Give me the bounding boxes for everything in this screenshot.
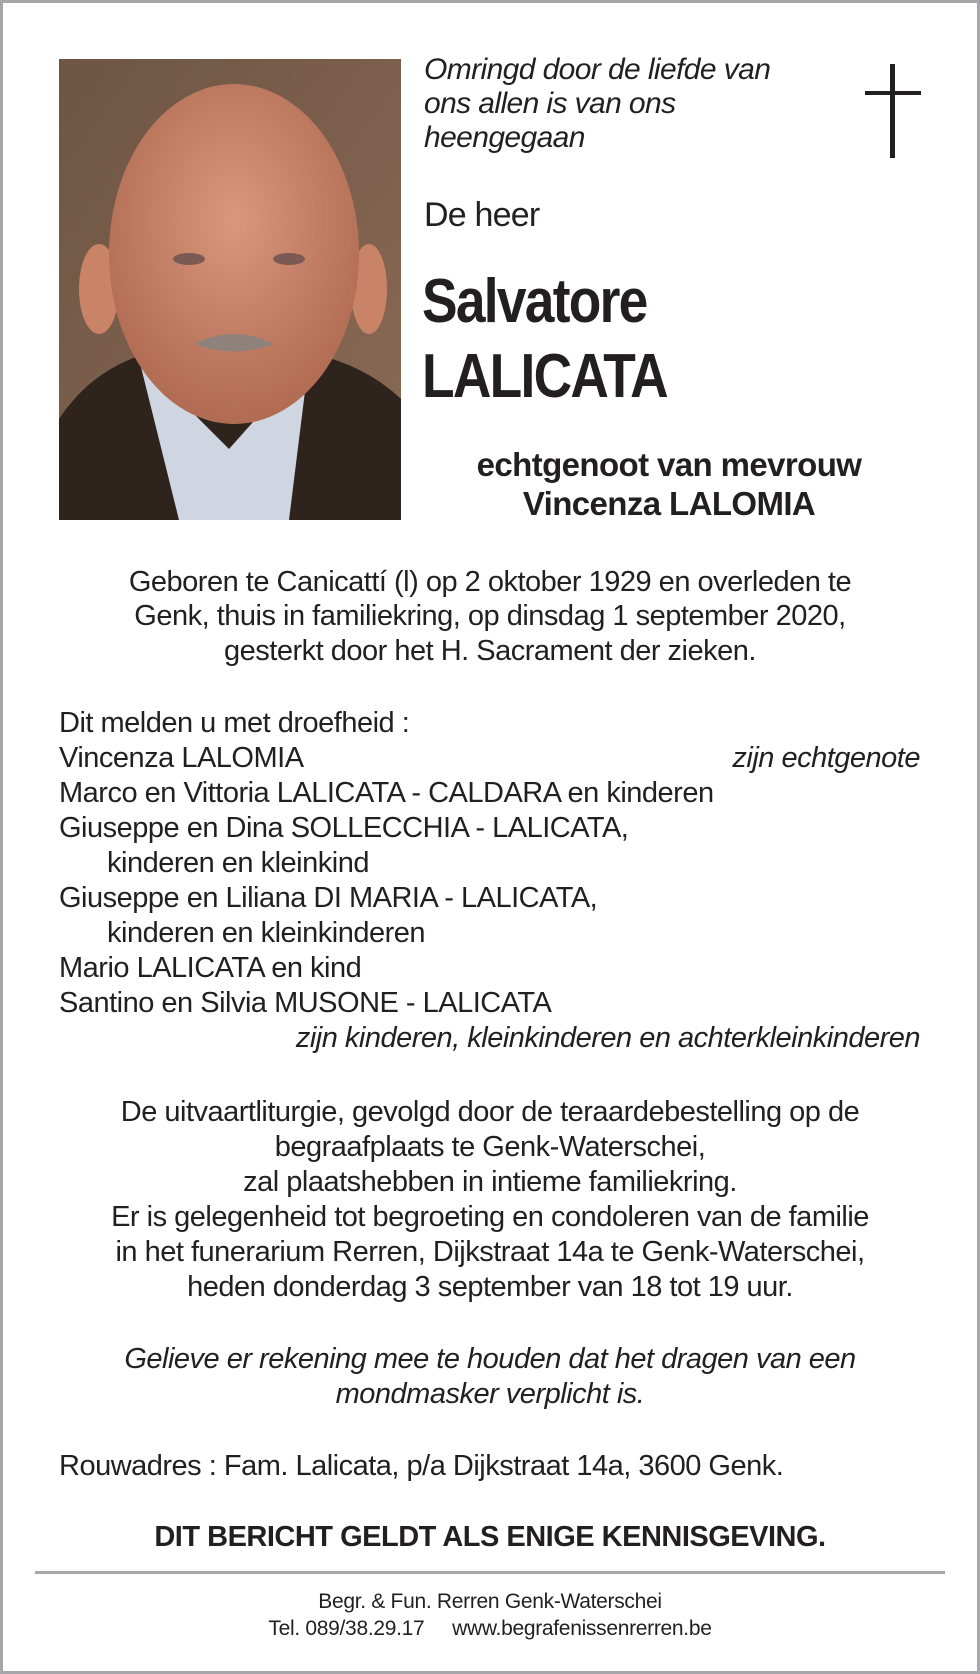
funeral-line: in het funerarium Rerren, Dijkstraat 14a te Genk-Waterschei, [115,1236,865,1268]
funeral-line: zal plaatshebben in intieme familiekring. [243,1166,737,1198]
mourner-line: kinderen en kleinkinderen [107,917,425,949]
intro-line: ons allen is van ons [424,87,676,120]
portrait-photo [59,59,401,520]
mourner-line: kinderen en kleinkind [107,847,369,879]
children-role: zijn kinderen, kleinkinderen en achterkleinkinderen [295,1022,920,1054]
intro-line: Omringd door de liefde van [424,53,771,86]
notice-statement: DIT BERICHT GELDT ALS ENIGE KENNISGEVING. [154,1521,826,1553]
deceased-first-name: Salvatore [422,267,647,336]
intro-line: heengegaan [424,121,585,154]
spouse-name: Vincenza LALOMIA [522,485,816,522]
funeral-home-name: Begr. & Fun. Rerren Genk-Waterschei [318,1590,662,1613]
title-prefix: De heer [424,196,540,234]
divider [35,1571,945,1574]
funeral-line: Er is gelegenheid tot begroeting en condoleren van de familie [111,1201,869,1233]
mourner-spouse: Vincenza LALOMIA [59,742,304,774]
funeral-line: begraafplaats te Genk-Waterschei, [274,1131,706,1163]
cross-icon [865,64,921,158]
birth-death-line: Genk, thuis in familiekring, op dinsdag 1 september 2020, [134,600,846,632]
funeral-home-contact [0,1617,980,1641]
mourner-spouse-role: zijn echtgenote [732,742,920,774]
mourners-intro: Dit melden u met droefheid : [59,707,410,739]
funeral-line: heden donderdag 3 september van 18 tot 19 uur. [187,1271,793,1303]
birth-death-line: gesterkt door het H. Sacrament der zieken. [224,635,756,667]
mourner-line: Giuseppe en Dina SOLLECCHIA - LALICATA, [59,812,629,844]
phone-number: Tel. 089/38.29.17 [268,1617,425,1640]
mask-notice: Gelieve er rekening mee te houden dat het dragen van een [124,1343,856,1375]
spouse-line: echtgenoot van mevrouw [476,446,862,483]
mourning-address: Rouwadres : Fam. Lalicata, p/a Dijkstraat 14a, 3600 Genk. [59,1450,784,1482]
birth-death-line: Geboren te Canicattí (l) op 2 oktober 1929 en overleden te [128,566,852,598]
funeral-line: De uitvaartliturgie, gevolgd door de teraardebestelling op de [120,1096,860,1128]
mourner-line: Mario LALICATA en kind [59,952,362,984]
mourner-line: Giuseppe en Liliana DI MARIA - LALICATA, [59,882,598,914]
mask-notice: mondmasker verplicht is. [335,1378,645,1410]
mourner-line: Marco en Vittoria LALICATA - CALDARA en kinderen [59,777,714,809]
deceased-last-name: LALICATA [422,342,667,411]
mourner-line: Santino en Silvia MUSONE - LALICATA [59,987,552,1019]
website-link[interactable]: www.begrafenissenrerren.be [452,1617,712,1640]
